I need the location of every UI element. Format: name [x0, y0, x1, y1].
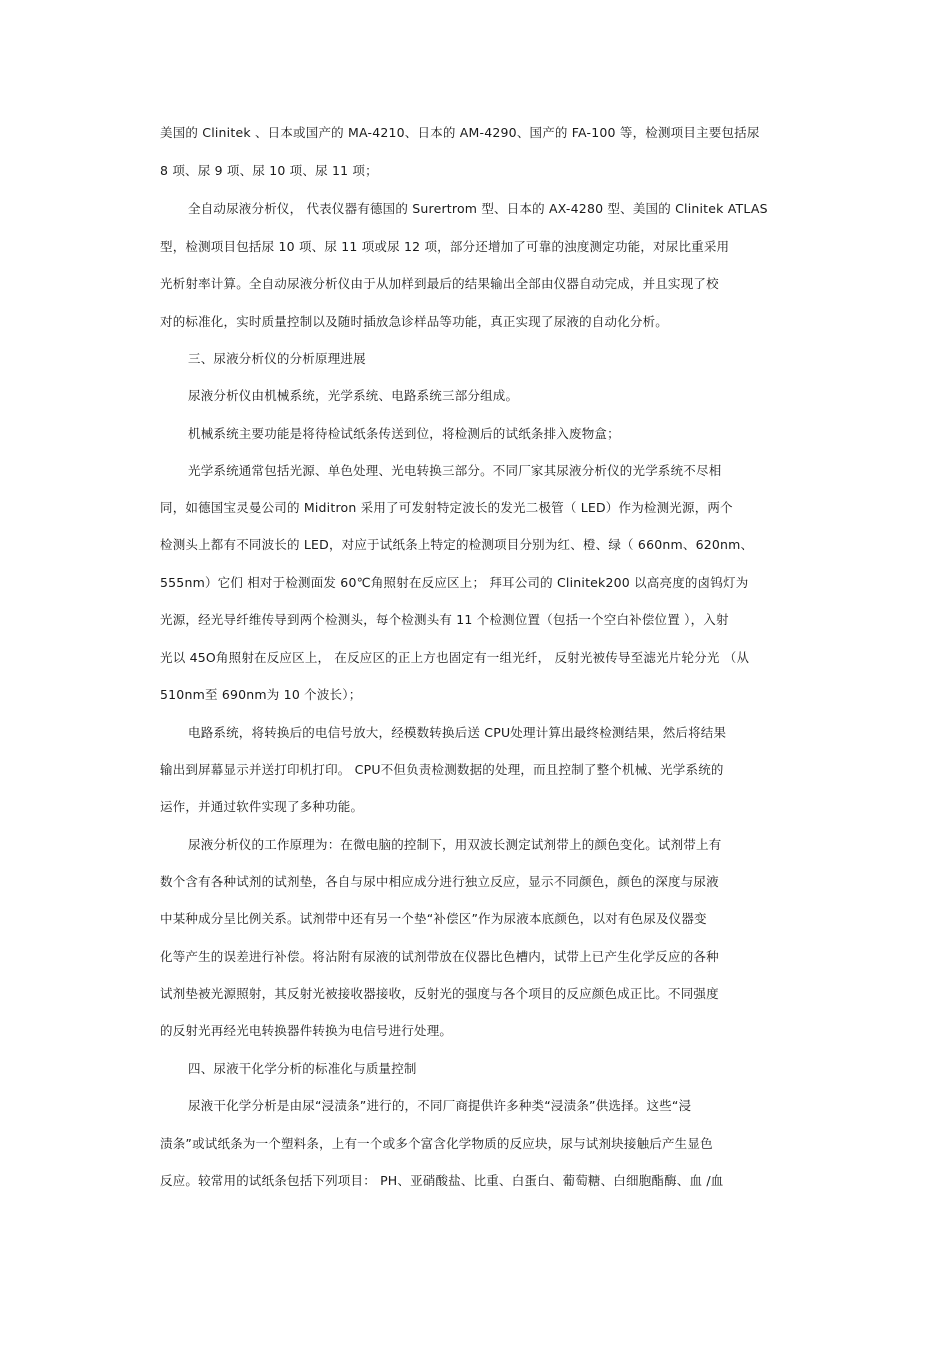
text-line: 反应。较常用的试纸条包括下列项目： PH、亚硝酸盐、比重、白蛋白、葡萄糖、白细胞酯酶、血 /血 [160, 1173, 724, 1188]
text-line: 输出到屏幕显示并送打印机打印。 CPU不但负责检测数据的处理，而且控制了整个机械、光学系统的 [160, 762, 724, 777]
text-line: 对的标准化，实时质量控制以及随时插放急诊样品等功能，真正实现了尿液的自动化分析。 [160, 314, 669, 329]
text-line: 检测头上都有不同波长的 LED，对应于试纸条上特定的检测项目分别为红、橙、绿（ 660nm、620nm、 [160, 537, 754, 552]
text-line: 美国的 Clinitek 、日本或国产的 MA-4210、日本的 AM-4290、国产的 FA-100 等，检测项目主要包括尿 [160, 125, 760, 140]
text-line: 光学系统通常包括光源、单色处理、光电转换三部分。不同厂家其尿液分析仪的光学系统不尽相 [188, 463, 722, 478]
text-line: 同，如德国宝灵曼公司的 Miditron 采用了可发射特定波长的发光二极管（ LED）作为检测光源，两个 [160, 500, 733, 515]
text-line: 化等产生的误差进行补偿。将沾附有尿液的试剂带放在仪器比色槽内，试带上已产生化学反应的各种 [160, 949, 719, 964]
text-line: 8 项、尿 9 项、尿 10 项、尿 11 项； [160, 163, 378, 178]
text-line: 555nm）它们 相对于检测面发 60℃角照射在反应区上； 拜耳公司的 Clinitek200 以高亮度的卤钨灯为 [160, 575, 749, 590]
text-line: 数个含有各种试剂的试剂垫，各自与尿中相应成分进行独立反应，显示不同颜色，颜色的深度与尿液 [160, 874, 719, 889]
text-line: 运作，并通过软件实现了多种功能。 [160, 799, 364, 814]
text-line: 中某种成分呈比例关系。试剂带中还有另一个垫“补偿区”作为尿液本底颜色，以对有色尿及仪器变 [160, 911, 707, 926]
text-line: 机械系统主要功能是将待检试纸条传送到位，将检测后的试纸条排入废物盒； [188, 426, 620, 441]
section-heading: 四、尿液干化学分析的标准化与质量控制 [188, 1061, 417, 1076]
section-heading: 三、尿液分析仪的分析原理进展 [188, 351, 366, 366]
text-line: 光源，经光导纤维传导到两个检测头，每个检测头有 11 个检测位置（包括一个空白补偿位置 ），入射 [160, 612, 729, 627]
text-line: 尿液分析仪由机械系统，光学系统、电路系统三部分组成。 [188, 388, 519, 403]
text-line: 的反射光再经光电转换器件转换为电信号进行处理。 [160, 1023, 453, 1038]
text-line: 全自动尿液分析仪， 代表仪器有德国的 Surertrom 型、日本的 AX-4280 型、美国的 Clinitek ATLAS [188, 201, 768, 216]
text-line: 尿液分析仪的工作原理为：在微电脑的控制下，用双波长测定试剂带上的颜色变化。试剂带上有 [188, 837, 722, 852]
text-line: 试剂垫被光源照射，其反射光被接收器接收，反射光的强度与各个项目的反应颜色成正比。不同强度 [160, 986, 719, 1001]
text-line: 510nm至 690nm为 10 个波长）； [160, 687, 362, 702]
text-line: 光以 45O角照射在反应区上， 在反应区的正上方也固定有一组光纤， 反射光被传导至滤光片轮分光 （从 [160, 650, 750, 665]
text-line: 渍条”或试纸条为一个塑料条，上有一个或多个富含化学物质的反应块，尿与试剂块接触后产生显色 [160, 1136, 713, 1151]
text-line: 光析射率计算。全自动尿液分析仪由于从加样到最后的结果输出全部由仪器自动完成，并且实现了校 [160, 276, 719, 291]
text-line: 电路系统，将转换后的电信号放大，经模数转换后送 CPU处理计算出最终检测结果，然后将结果 [188, 725, 727, 740]
text-line: 尿液干化学分析是由尿“浸渍条”进行的，不同厂商提供许多种类“浸渍条”供选择。这些“浸 [188, 1098, 692, 1113]
text-line: 型，检测项目包括尿 10 项、尿 11 项或尿 12 项，部分还增加了可靠的浊度测定功能，对尿比重采用 [160, 239, 730, 254]
